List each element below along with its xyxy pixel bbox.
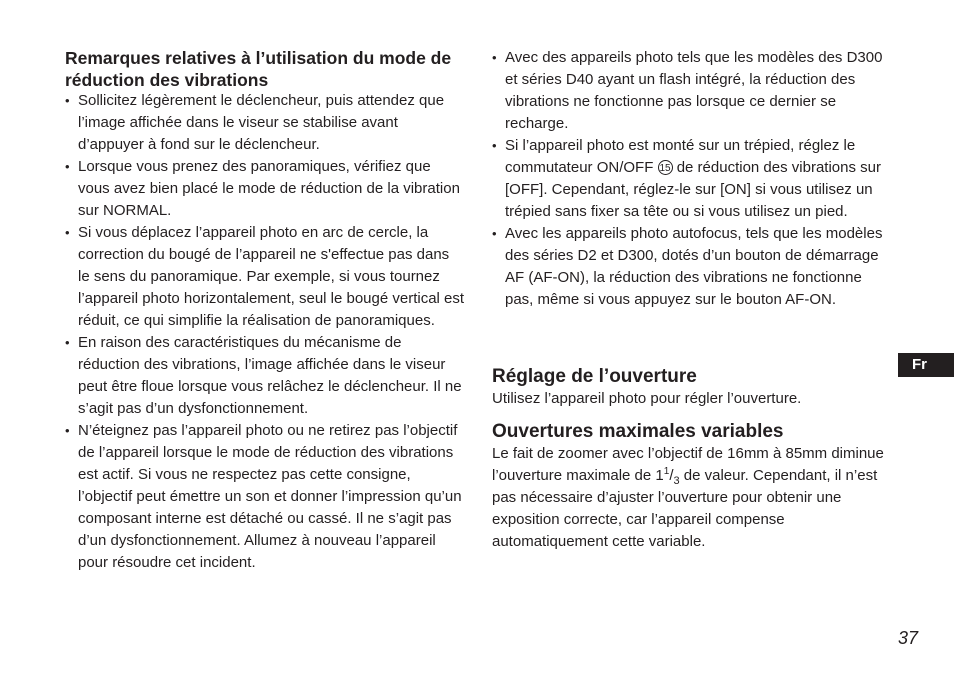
aperture-heading: Réglage de l’ouverture (492, 366, 697, 387)
list-item: • Si vous déplacez l’appareil photo en arc de cercle, la correction du bougé de l’appareil ne s'effectue pas dans le sens du panoramique. Par exemple, si vous tournez l’appareil photo horizontalement, seul le bougé vertical est réduit, ce qui simplifie la réalisation de panoramiques. (65, 224, 465, 329)
list-item: • Avec des appareils photo tels que les modèles des D300 et séries D40 ayant un flash intégré, la réduction des vibrations ne fonctionne pas lorsque ce dernier se recharge. (492, 49, 883, 132)
page-number: 37 (898, 628, 919, 648)
callout-number-icon: 15 (658, 160, 673, 175)
bullet-icon: • (65, 159, 70, 174)
list-item: • Avec les appareils photo autofocus, tels que les modèles des séries D2 et D300, dotés d’un bouton de démarrage AF (AF-ON), la réduction des vibrations ne fonctionne pas, même si vous appuyez sur le bouton AF-ON. (492, 225, 883, 308)
vr-notes-list (65, 90, 465, 574)
bullet-icon: • (492, 50, 497, 65)
language-tab: Fr (898, 353, 954, 377)
bullet-icon: • (492, 138, 497, 153)
list-item: • Sollicitez légèrement le déclencheur, puis attendez que l’image affichée dans le viseur se stabilise avant d’appuyer à fond sur le déclencheur. (65, 92, 445, 153)
fraction-numerator: 1 (663, 466, 670, 477)
bullet-icon: • (65, 335, 70, 350)
bullet-icon: • (65, 225, 70, 240)
variable-aperture-heading: Ouvertures maximales variables (492, 421, 784, 442)
list-item: • Lorsque vous prenez des panoramiques, vérifiez que vous avez bien placé le mode de réduction de la vibration sur NORMAL. (65, 158, 460, 219)
fraction-denominator: 3 (673, 475, 680, 487)
bullet-icon: • (65, 423, 70, 438)
bullet-icon: • (65, 93, 70, 108)
vr-notes-list-continued (492, 47, 892, 311)
list-item: • N’éteignez pas l’appareil photo ou ne retirez pas l’objectif de l’appareil lorsque le mode de réduction des vibrations est actif. Si vous ne respectez pas cette consigne, l’objectif peut émettre un son et donner l’impression qu’un composant interne est détaché ou cassé. Il ne s’agit pas d’un dysfonctionnement. Allumez à nouveau l’appareil pour résoudre cet incident. (65, 422, 462, 571)
aperture-text: Utilisez l’appareil photo pour régler l’ouverture. (492, 390, 802, 407)
list-item: • Si l’appareil photo est monté sur un trépied, réglez le commutateur ON/OFF 15 de réduction des vibrations sur [OFF]. Cependant, réglez-le sur [ON] si vous utilisez un trépied sans fixer sa tête ou si vous utilisez un pied. (492, 137, 881, 220)
vr-notes-heading: Remarques relatives à l’utilisation du mode de réduction des vibrations (65, 48, 452, 90)
variable-aperture-text: Le fait de zoomer avec l’objectif de 16mm à 85mm diminue l’ouverture maximale de $1^1/_3$ de valeur. Cependant, il n’est pas nécessaire d’ajuster l’ouverture pour obtenir une exposition correcte, car l’appareil compense automatiquement cette variable. (492, 445, 884, 550)
list-item: • En raison des caractéristiques du mécanisme de réduction des vibrations, l’image affichée dans le viseur peut être floue lorsque vous relâchez le déclencheur. Il ne s’agit pas d’un dysfonctionnement. (65, 334, 462, 417)
bullet-icon: • (492, 226, 497, 241)
